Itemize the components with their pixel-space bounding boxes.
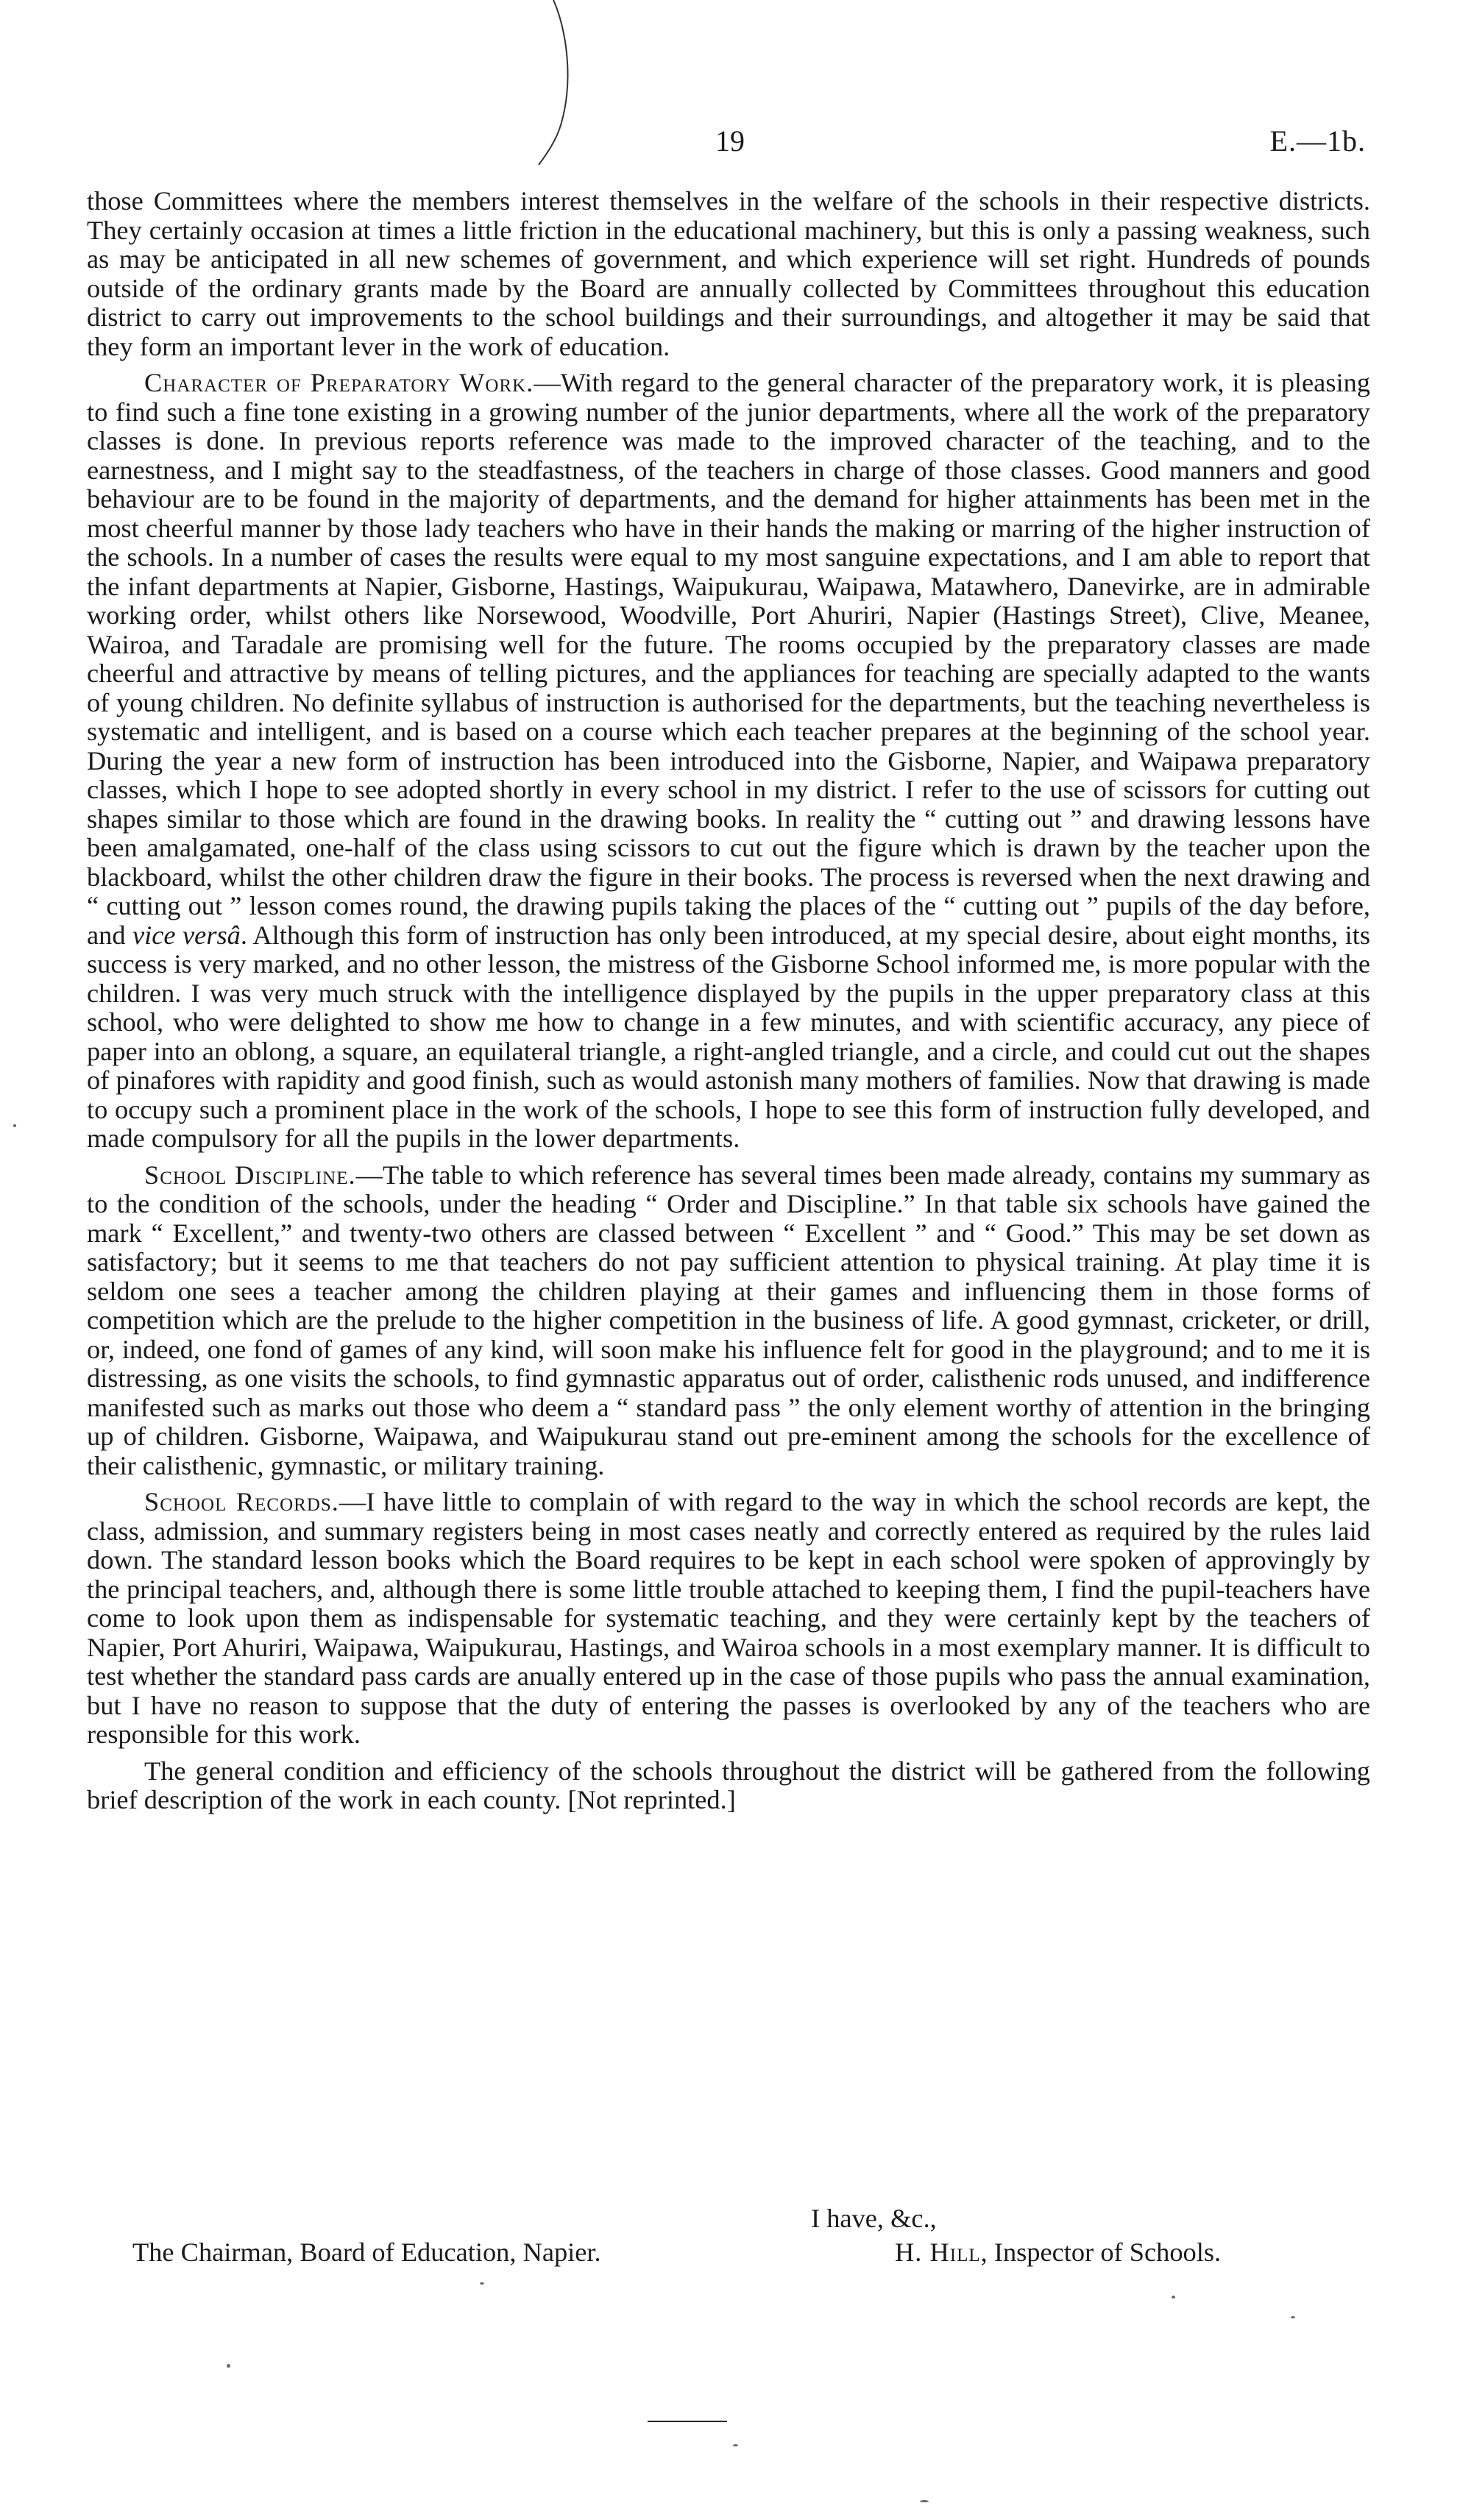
preparatory-text-part-2: . Although this form of instruction has only been introduced, at my special desire, about eight months, its success is very marked, and no other lesson, the mistress of the Gisborne School informed me, is more popular with the children. I was very much struck with the intelligence displayed by the pupils in the upper preparatory class at this school, who were delighted to show me how to change in a few minutes, and with scientific accuracy, any piece of paper into an oblong, a square, an equilateral triangle, a right-angled triangle, and a circle, and could cut out the shapes of pinafores with rapidity and good finish, such as would astonish many mothers of families. Now that drawing is made to occupy such a prominent place in the work of the schools, I hope to see this form of instruction fully developed, and made compulsory for all the pupils in the lower departments. bbox=[87, 920, 1370, 1153]
scan-speck bbox=[227, 2364, 230, 2368]
scan-speck bbox=[920, 2500, 929, 2502]
page-number: 19 bbox=[715, 124, 745, 157]
document-reference: E.—1b. bbox=[1269, 124, 1366, 157]
closing-paragraph: The general condition and efficiency of the schools throughout the district will be gathered from the following brief description of the work in each county. [Not reprinted.] bbox=[87, 1756, 1370, 1814]
scan-speck bbox=[1172, 2296, 1175, 2299]
preparatory-text-part-1: —With regard to the general character of the preparatory work, it is pleasing to find such a fine tone existing in a growing number of the junior departments, where all the work of the preparatory classes is done. In previous reports reference was made to the improved character of the teaching, and to the earnestness, and I might say to the steadfastness, of the teachers in charge of those classes. Good manners and good behaviour are to be found in the majority of departments, and the demand for higher attainments has been met in the most cheerful manner by those lady teachers who have in their hands the making or marring of the higher instruction of the schools. In a number of cases the results were equal to my most sanguine expectations, and I am able to report that the infant departments at Napier, Gisborne, Hastings, Waipukurau, Waipawa, Matawhero, Danevirke, are in admirable working order, whilst others like Norsewood, Woodville, Port Ahuriri, Napier (Hastings Street), Clive, Meanee, Wairoa, and Taradale are promising well for the future. The rooms occupied by the preparatory classes are made cheerful and attractive by means of telling pictures, and the appliances for teaching are specially adapted to the wants of young children. No definite syllabus of instruction is authorised for the departments, but the teaching nevertheless is systematic and intelligent, and is based on a course which each teacher prepares at the beginning of the school year. During the year a new form of instruction has been introduced into the Gisborne, Napier, and Waipawa preparatory classes, which I hope to see adopted shortly in every school in my district. I refer to the use of scissors for cutting out shapes similar to those which are found in the drawing books. In reality the “ cutting out ” and drawing lessons have been amalgamated, one-half of the class using scissors to cut out the figure which is drawn by the teacher upon the blackboard, whilst the other children draw the figure in their books. The process is reversed when the next drawing and “ cutting out ” lesson comes round, the drawing pupils taking the places of the “ cutting out ” pupils of the day before, and bbox=[87, 368, 1370, 950]
end-rule bbox=[648, 2421, 727, 2422]
school-records-heading: School Records. bbox=[144, 1487, 339, 1516]
scan-speck bbox=[13, 1124, 16, 1127]
scan-speck bbox=[733, 2444, 738, 2446]
signature-block bbox=[895, 2237, 1221, 2268]
report-body bbox=[87, 187, 1370, 1822]
intro-paragraph: those Committees where the members interest themselves in the welfare of the schools in their respective districts. They certainly occasion at times a little friction in the educational machinery, but this is only a passing weakness, such as may be anticipated in all new schemes of government, and which experience will set right. Hundreds of pounds outside of the ordinary grants made by the Board are annually collected by Committees throughout this education district to carry out improvements to the school buildings and their surroundings, and altogether it may be said that they form an important lever in the work of education. bbox=[87, 186, 1370, 361]
school-discipline-heading: School Discipline. bbox=[144, 1160, 356, 1190]
school-discipline-paragraph bbox=[87, 1161, 1370, 1481]
school-records-text: —I have little to complain of with regard to the way in which the school records are kept, the class, admission, and summary registers being in most cases neatly and correctly entered as required by the rules laid down. The standard lesson books which the Board requires to be kept in each school were spoken of approvingly by the principal teachers, and, although there is some little trouble attached to keeping them, I find the pupil-teachers have come to look upon them as indispensable for systematic teaching, and they were certainly kept by the teachers of Napier, Port Ahuriri, Waipawa, Waipukurau, Hastings, and Wairoa schools in a most exemplary manner. It is difficult to test whether the standard pass cards are anually entered up in the case of those pupils who pass the annual examination, but I have no reason to suppose that the duty of entering the passes is overlooked by any of the teachers who are responsible for this work. bbox=[87, 1487, 1370, 1749]
preparatory-work-heading: Character of Preparatory Work. bbox=[144, 368, 534, 397]
vice-versa-phrase: vice versâ bbox=[132, 920, 241, 950]
addressee: The Chairman, Board of Education, Napier. bbox=[132, 2237, 601, 2267]
salutation: I have, &c., bbox=[811, 2204, 937, 2233]
scan-speck bbox=[480, 2282, 484, 2285]
school-records-paragraph bbox=[87, 1488, 1370, 1750]
author-title: , Inspector of Schools. bbox=[980, 2237, 1222, 2267]
preparatory-work-paragraph bbox=[87, 369, 1370, 1154]
scan-speck bbox=[1291, 2316, 1295, 2318]
author-name: H. Hill bbox=[895, 2237, 981, 2267]
school-discipline-text: —The table to which reference has several times been made already, contains my summary as to the condition of the schools, under the heading “ Order and Discipline.” In that table six schools have gained the mark “ Excellent,” and twenty-two others are classed between “ Excellent ” and “ Good.” This may be set down as satisfactory; but it seems to me that teachers do not pay sufficient attention to physical training. At play time it is seldom one sees a teacher among the children playing at their games and influencing them in those forms of competition which are the prelude to the higher competition in the business of life. A good gymnast, cricketer, or drill, or, indeed, one fond of games of any kind, will soon make his influence felt for good in the playground; and to me it is distressing, as one visits the schools, to find gymnastic apparatus out of order, calisthenic rods unused, and indifference manifested such as marks out those who deem a “ standard pass ” the only element worthy of attention in the bringing up of children. Gisborne, Waipawa, and Waipukurau stand out pre-eminent among the schools for the excellence of their calisthenic, gymnastic, or military training. bbox=[87, 1160, 1370, 1480]
